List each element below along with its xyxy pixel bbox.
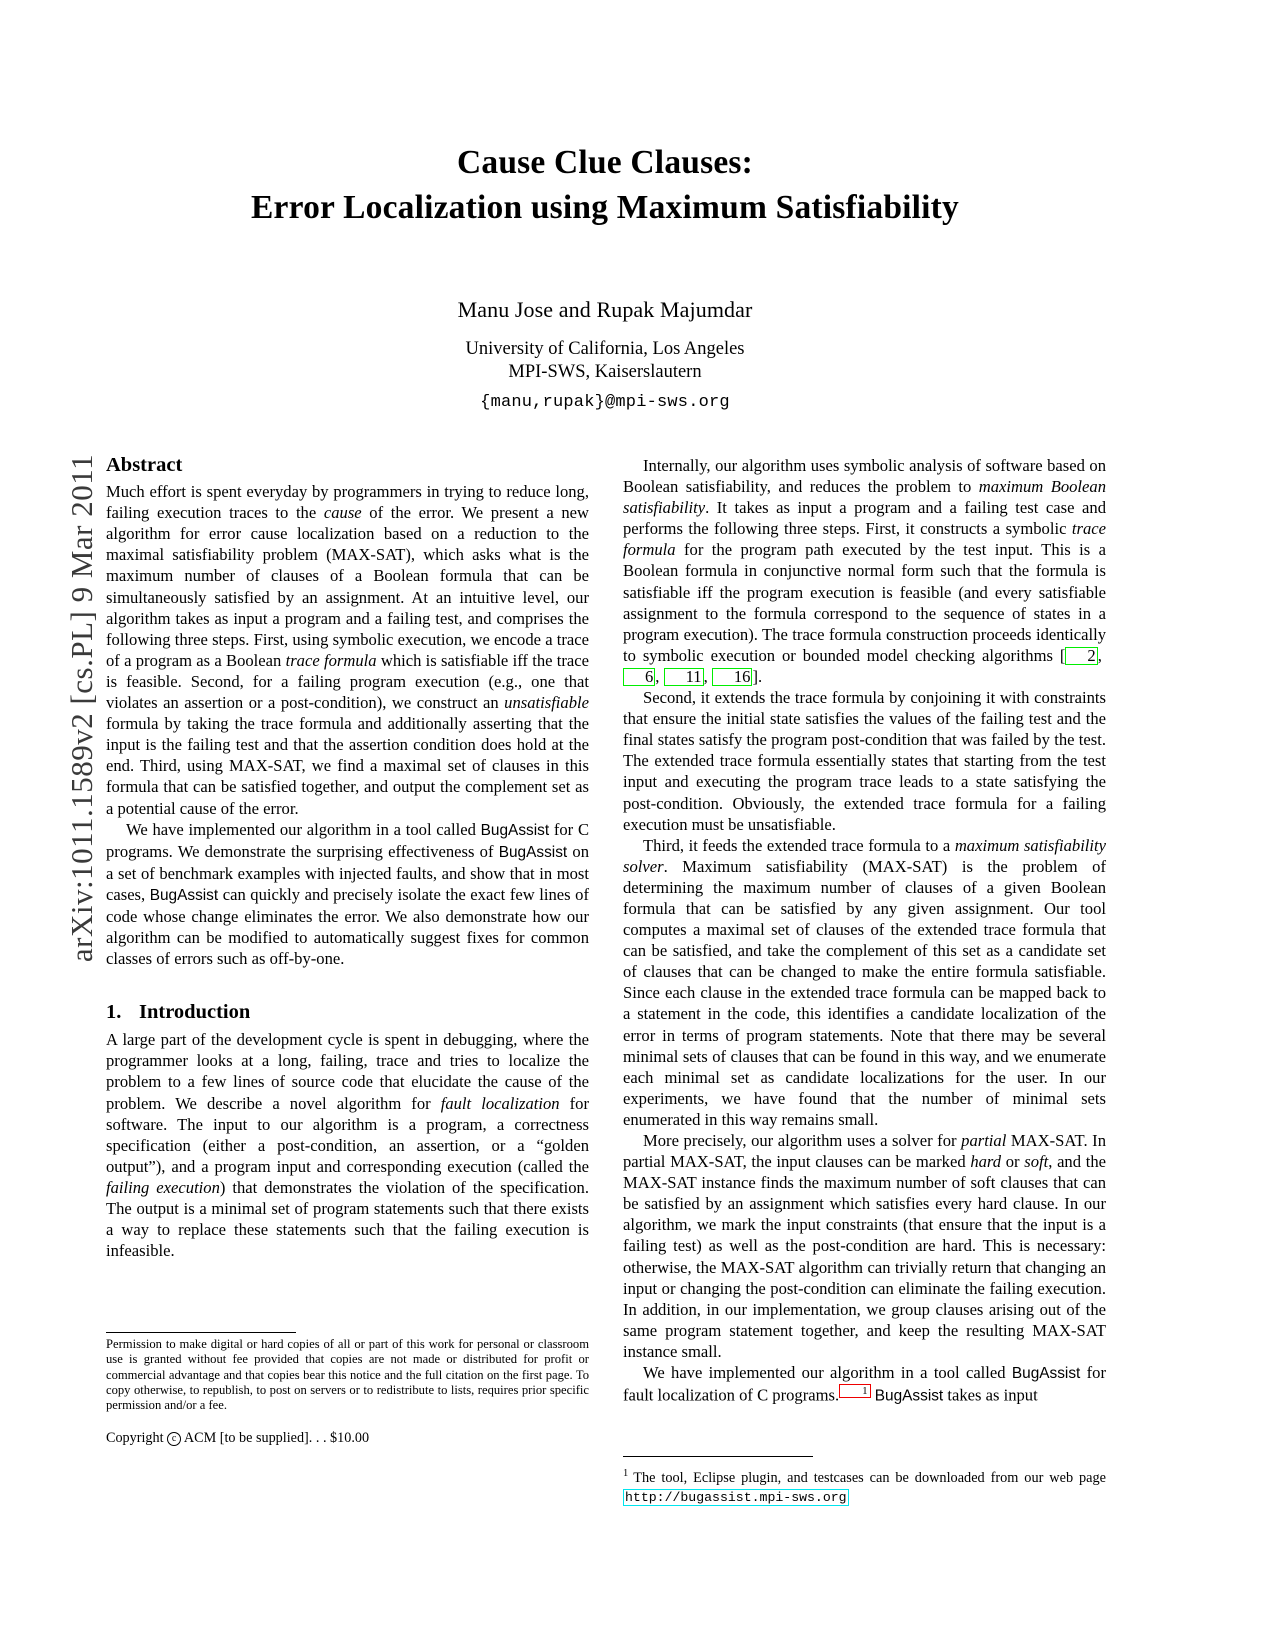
- intro-p1-part-a: A large part of the development cycle is spent in debugging, where the programmer looks at a long, failing, trace and tries to localize the problem to a few lines of source code that elucidate the cause of the problem. We describe a novel algorithm for: [106, 1030, 589, 1113]
- right-paragraph-5: [623, 1362, 1106, 1407]
- abstract-p2-part-c: on a set of benchmark examples with injected faults, and show that in most cases,: [106, 841, 589, 904]
- citation-link-11[interactable]: 11: [664, 668, 704, 686]
- abstract-heading: Abstract: [106, 454, 183, 476]
- citation-sep: ,: [1097, 645, 1106, 665]
- abstract-p1-italic-unsatisfiable: unsatisfiable: [504, 693, 589, 713]
- right-p4-part-c: or: [1001, 1152, 1025, 1172]
- copyright-divider: [106, 1332, 296, 1333]
- copyright-suffix: ACM [to be supplied]. . . $10.00: [181, 1430, 370, 1447]
- affiliation-2: MPI-SWS, Kaiserslautern: [508, 362, 702, 382]
- right-p5-part-a: We have implemented our algorithm in a tool called: [643, 1363, 1012, 1383]
- right-p1-part-d: ].: [752, 666, 763, 686]
- copyright-symbol-icon: c: [167, 1432, 181, 1446]
- right-p3-part-b: . Maximum satisfiability (MAX-SAT) is the problem of determining the maximum number of clauses of a given Boolean formula that can be satisfied by any given assignment. Our tool computes a maximal set of clauses of the extended trace formula that can be satisfied, and take the complement of this set as a candidate set of clauses that can be changed to make the entire formula satisfiable. Since each clause in the extended trace formula can be mapped back to a statement in the code, this identifies a candidate localization of the error in terms of program statements. Note that there may be several minimal sets of clauses that can be found in this way, and we enumerate each minimal set as candidate localizations for the user. In our experiments, we have found that the number of minimal sets enumerated in this way remains small.: [623, 856, 1106, 1129]
- abstract-p1-part-b: of the error. We present a new algorithm for error cause localization based on a reduction to the maximal satisfiability problem (MAX-SAT), which asks what is the maximum number of clauses of a Boolean formula that can be simultaneously satisfied by an assignment. At an intuitive level, our algorithm takes as input a program and a failing test, and comprises the following three steps. First, using symbolic execution, we encode a trace of a program as a Boolean: [106, 503, 589, 670]
- footnote-text: The tool, Eclipse plugin, and testcases can be downloaded from our web page: [633, 1469, 1106, 1486]
- tool-name-bugassist: BugAssist: [498, 843, 568, 861]
- right-p4-italic-soft: soft: [1024, 1152, 1049, 1172]
- footnote-marker-1[interactable]: 1: [839, 1384, 871, 1398]
- right-p1-part-a: Internally, our algorithm uses symbolic analysis of software based on Boolean satisfiability, and reduces the problem to: [623, 456, 1106, 497]
- section-number: 1.: [106, 1001, 122, 1024]
- citation-link-16[interactable]: 16: [712, 668, 753, 686]
- title-line-1: Cause Clue Clauses:: [456, 144, 753, 181]
- abstract-p1-part-d: formula by taking the trace formula and additionally asserting that the input is the failing test and that the assertion condition does hold at the end. Third, using MAX-SAT, we find a maximal set of clauses in this formula that can be satisfied together, and output the complement set as a potential cause of the error.: [106, 714, 589, 818]
- tool-name-bugassist: BugAssist: [480, 821, 550, 839]
- title-line-2: Error Localization using Maximum Satisfiability: [251, 189, 959, 226]
- citation-sep: ,: [703, 666, 712, 686]
- right-p1-italic-trace-formula: trace formula: [623, 519, 1106, 560]
- right-paragraph-2: Second, it extends the trace formula by conjoining it with constraints that ensure the initial state satisfies the values of the failing test and the final states satisfy the program post-condition that was failed by the test. The extended trace formula essentially states that starting from the test input and executing the program trace leads to a state satisfying the post-condition. Obviously, the extended trace formula for a failing execution must be unsatisfiable.: [623, 688, 1106, 834]
- author-email: {manu,rupak}@mpi-sws.org: [480, 393, 730, 412]
- right-p4-italic-partial: partial: [961, 1131, 1007, 1150]
- right-p1-italic-max-bool-sat: maximum Boolean satisfiability: [623, 477, 1106, 518]
- right-p4-part-a: More precisely, our algorithm uses a solver for: [643, 1131, 962, 1150]
- right-p5-part-c: takes as input: [943, 1385, 1038, 1405]
- copyright-permission-text: Permission to make digital or hard copies of all or part of this work for personal or classroom use is granted without fee provided that copies are not made or distributed for profit or commercial advantage and that copies bear this notice and the full citation on the first page. To copy otherwise, to republish, to post on servers or to redistribute to lists, requires prior specific permission and/or a fee.: [106, 1337, 589, 1413]
- footnote-divider: [623, 1456, 813, 1457]
- abstract-p1-part-c: which is satisfiable iff the trace is feasible. Second, for a failing program execution (e.g., one that violates an assertion or a post-condition), we construct an: [106, 650, 590, 713]
- tool-name-bugassist: BugAssist: [149, 886, 219, 904]
- section-title: Introduction: [139, 1001, 251, 1024]
- right-p4-part-d: , and the MAX-SAT instance finds the maximum number of soft clauses that can be satisfied by an assignment which satisfies every hard clause. In our algorithm, we mark the input constraints (that ensure that the input is a failing test) as well as the post-condition are hard. This is necessary: otherwise, the MAX-SAT algorithm can trivially return that changing an input or changing the post-condition can eliminate the failing execution. In addition, in our implementation, we group clauses arising out of the same program statement together, and keep the resulting MAX-SAT instance small.: [623, 1152, 1106, 1361]
- right-p4-italic-hard: hard: [970, 1152, 1002, 1172]
- right-p3-part-a: Third, it feeds the extended trace formula to a: [643, 835, 955, 855]
- right-p4-part-b: MAX-SAT. In partial MAX-SAT, the input clauses can be marked: [623, 1131, 1107, 1172]
- abstract-p1-italic-cause: cause: [323, 503, 362, 523]
- copyright-line: [106, 1431, 589, 1446]
- right-p3-italic-maxsat-solver: maximum satisfiability solver: [623, 835, 1106, 876]
- right-column: [623, 455, 1106, 1407]
- abstract-paragraph-2: [106, 819, 589, 970]
- intro-p1-italic-fault-localization: fault localization: [440, 1093, 560, 1113]
- affiliation-1: University of California, Los Angeles: [465, 339, 745, 359]
- right-p5-part-b: for fault localization of C programs.: [623, 1363, 1106, 1405]
- authors: Manu Jose and Rupak Majumdar: [457, 297, 753, 322]
- abstract-p1-italic-trace-formula: trace formula: [285, 650, 377, 670]
- tool-name-bugassist: BugAssist: [874, 1387, 944, 1405]
- section-heading-introduction: [106, 1000, 589, 1024]
- abstract-p2-part-b: for C programs. We demonstrate the surprising effectiveness of: [106, 819, 590, 861]
- right-paragraph-1: [623, 455, 1106, 687]
- abstract-p2-part-a: We have implemented our algorithm in a tool called: [126, 819, 481, 839]
- intro-paragraph-1: [106, 1029, 589, 1261]
- page-title: [105, 140, 1105, 230]
- right-paragraph-4: [623, 1130, 1106, 1362]
- right-paragraph-3: [623, 835, 1106, 1130]
- abstract-paragraph-1: [106, 481, 589, 819]
- right-p1-part-c: for the program path executed by the test input. This is a Boolean formula in conjunctive normal form such that the formula is satisfiable iff the program execution is feasible (and every satisfiable assignment to the formula correspond to the sequence of states in a program execution). The trace formula construction proceeds identically to symbolic execution or bounded model checking algorithms [: [623, 540, 1106, 665]
- citation-sep: ,: [655, 666, 664, 686]
- intro-p1-italic-failing-execution: failing execution: [106, 1177, 220, 1197]
- intro-p1-part-b: for software. The input to our algorithm is a program, a correctness specification (either a post-condition, an assertion, or a “golden output”), and a program input and corresponding execution (called the: [106, 1093, 589, 1176]
- citation-link-2[interactable]: 2: [1065, 647, 1097, 665]
- intro-p1-part-c: ) that demonstrates the violation of the specification. The output is a minimal set of program statements such that there exists a way to replace these statements such that the failing execution is infeasible.: [106, 1177, 589, 1261]
- abstract-p1-part-a: Much effort is spent everyday by programmers in trying to reduce long, failing execution traces to the: [106, 482, 589, 523]
- title-block: [105, 140, 1105, 412]
- right-p1-part-b: . It takes as input a program and a failing test case and performs the following three steps. First, it constructs a symbolic: [623, 498, 1106, 539]
- copyright-prefix: Copyright: [106, 1430, 168, 1447]
- left-column: [106, 455, 589, 1261]
- arxiv-stamp: arXiv:1011.1589v2 [cs.PL] 9 Mar 2011: [64, 453, 99, 963]
- citation-link-6[interactable]: 6: [623, 668, 655, 686]
- footnote-number: 1: [623, 1468, 629, 1479]
- copyright-block: [106, 1337, 589, 1447]
- abstract-p2-part-d: can quickly and precisely isolate the exact few lines of code whose change eliminates the error. We also demonstrate how our algorithm can be modified to automatically suggest fixes for common classes of errors such as off-by-one.: [106, 884, 589, 969]
- section-spacer: [106, 969, 589, 1000]
- footnote-url-link[interactable]: http://bugassist.mpi-sws.org: [625, 1489, 847, 1505]
- tool-name-bugassist: BugAssist: [1011, 1365, 1081, 1383]
- footnote-block: [623, 1464, 1106, 1507]
